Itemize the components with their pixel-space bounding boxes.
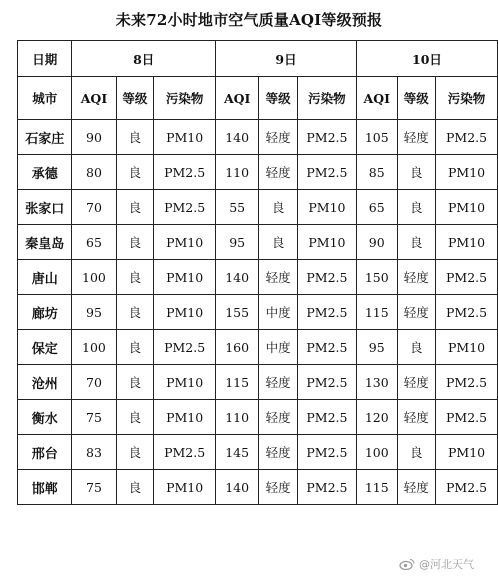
level-cell: 轻度	[397, 400, 436, 435]
aqi-cell: 65	[72, 225, 116, 260]
pollutant-cell: PM2.5	[436, 260, 498, 295]
aqi-cell: 90	[72, 120, 116, 155]
col-level: 等级	[259, 77, 298, 120]
aqi-cell: 90	[356, 225, 397, 260]
level-cell: 轻度	[397, 295, 436, 330]
level-cell: 良	[116, 330, 154, 365]
city-cell: 保定	[18, 330, 72, 365]
watermark-text: @河北天气	[419, 558, 474, 571]
aqi-cell: 95	[356, 330, 397, 365]
pollutant-cell: PM2.5	[436, 365, 498, 400]
level-cell: 良	[397, 190, 436, 225]
city-label: 城市	[18, 77, 72, 120]
aqi-cell: 160	[216, 330, 259, 365]
weibo-icon	[399, 558, 415, 570]
pollutant-cell: PM2.5	[436, 120, 498, 155]
level-cell: 轻度	[259, 470, 298, 505]
aqi-cell: 115	[216, 365, 259, 400]
aqi-cell: 140	[216, 120, 259, 155]
aqi-cell: 75	[72, 470, 116, 505]
city-cell: 张家口	[18, 190, 72, 225]
level-cell: 轻度	[397, 365, 436, 400]
col-level: 等级	[397, 77, 436, 120]
aqi-cell: 145	[216, 435, 259, 470]
pollutant-cell: PM2.5	[297, 155, 356, 190]
pollutant-cell: PM2.5	[154, 435, 216, 470]
pollutant-cell: PM10	[297, 225, 356, 260]
level-cell: 轻度	[259, 365, 298, 400]
pollutant-cell: PM2.5	[436, 400, 498, 435]
pollutant-cell: PM2.5	[297, 400, 356, 435]
table-row	[18, 190, 498, 225]
aqi-cell: 100	[72, 330, 116, 365]
level-cell: 轻度	[397, 120, 436, 155]
level-cell: 良	[116, 260, 154, 295]
pollutant-cell: PM10	[154, 295, 216, 330]
level-cell: 良	[397, 225, 436, 260]
city-cell: 唐山	[18, 260, 72, 295]
col-level: 等级	[116, 77, 154, 120]
city-cell: 石家庄	[18, 120, 72, 155]
aqi-cell: 55	[216, 190, 259, 225]
page-title: 未来72小时地市空气质量AQI等级预报	[115, 11, 383, 29]
table-row	[18, 155, 498, 190]
pollutant-cell: PM2.5	[436, 295, 498, 330]
col-pollutant: 污染物	[154, 77, 216, 120]
aqi-cell: 130	[356, 365, 397, 400]
city-cell: 承德	[18, 155, 72, 190]
level-cell: 轻度	[259, 260, 298, 295]
table-body	[18, 120, 498, 505]
level-cell: 轻度	[259, 435, 298, 470]
pollutant-cell: PM2.5	[436, 470, 498, 505]
city-cell: 廊坊	[18, 295, 72, 330]
col-aqi: AQI	[72, 77, 116, 120]
level-cell: 良	[116, 190, 154, 225]
pollutant-cell: PM2.5	[154, 330, 216, 365]
pollutant-cell: PM10	[154, 365, 216, 400]
level-cell: 良	[259, 190, 298, 225]
level-cell: 良	[397, 435, 436, 470]
level-cell: 良	[397, 330, 436, 365]
level-cell: 轻度	[259, 120, 298, 155]
day-header-8: 8日	[72, 41, 216, 77]
pollutant-cell: PM10	[436, 435, 498, 470]
pollutant-cell: PM10	[154, 400, 216, 435]
aqi-cell: 155	[216, 295, 259, 330]
aqi-cell: 105	[356, 120, 397, 155]
aqi-cell: 65	[356, 190, 397, 225]
level-cell: 中度	[259, 295, 298, 330]
aqi-cell: 140	[216, 260, 259, 295]
col-pollutant: 污染物	[436, 77, 498, 120]
table-row	[18, 435, 498, 470]
col-aqi: AQI	[356, 77, 397, 120]
pollutant-cell: PM10	[436, 225, 498, 260]
table-row	[18, 260, 498, 295]
pollutant-cell: PM10	[436, 190, 498, 225]
pollutant-cell: PM2.5	[154, 155, 216, 190]
aqi-cell: 140	[216, 470, 259, 505]
aqi-cell: 100	[356, 435, 397, 470]
pollutant-cell: PM10	[436, 330, 498, 365]
level-cell: 良	[116, 365, 154, 400]
pollutant-cell: PM2.5	[297, 470, 356, 505]
header-row-dates	[18, 41, 498, 77]
aqi-cell: 115	[356, 295, 397, 330]
city-cell: 衡水	[18, 400, 72, 435]
aqi-cell: 80	[72, 155, 116, 190]
level-cell: 中度	[259, 330, 298, 365]
watermark	[399, 556, 474, 572]
level-cell: 良	[116, 295, 154, 330]
city-cell: 沧州	[18, 365, 72, 400]
aqi-cell: 95	[72, 295, 116, 330]
aqi-cell: 70	[72, 365, 116, 400]
header-row-columns	[18, 77, 498, 120]
col-pollutant: 污染物	[297, 77, 356, 120]
aqi-cell: 110	[216, 400, 259, 435]
col-aqi: AQI	[216, 77, 259, 120]
pollutant-cell: PM2.5	[297, 330, 356, 365]
aqi-cell: 120	[356, 400, 397, 435]
pollutant-cell: PM2.5	[297, 260, 356, 295]
aqi-cell: 70	[72, 190, 116, 225]
table-row	[18, 330, 498, 365]
pollutant-cell: PM10	[154, 120, 216, 155]
level-cell: 良	[116, 470, 154, 505]
level-cell: 轻度	[259, 400, 298, 435]
aqi-forecast-table	[17, 40, 498, 505]
pollutant-cell: PM2.5	[297, 295, 356, 330]
aqi-cell: 110	[216, 155, 259, 190]
aqi-cell: 100	[72, 260, 116, 295]
city-cell: 秦皇岛	[18, 225, 72, 260]
level-cell: 良	[397, 155, 436, 190]
level-cell: 轻度	[397, 260, 436, 295]
level-cell: 良	[116, 120, 154, 155]
table-row	[18, 120, 498, 155]
aqi-cell: 115	[356, 470, 397, 505]
pollutant-cell: PM2.5	[297, 435, 356, 470]
level-cell: 良	[116, 400, 154, 435]
table-row	[18, 225, 498, 260]
pollutant-cell: PM2.5	[154, 190, 216, 225]
aqi-cell: 85	[356, 155, 397, 190]
city-cell: 邢台	[18, 435, 72, 470]
level-cell: 良	[116, 225, 154, 260]
pollutant-cell: PM10	[154, 225, 216, 260]
level-cell: 良	[116, 155, 154, 190]
aqi-cell: 83	[72, 435, 116, 470]
level-cell: 轻度	[397, 470, 436, 505]
level-cell: 轻度	[259, 155, 298, 190]
pollutant-cell: PM2.5	[297, 120, 356, 155]
table-row	[18, 295, 498, 330]
level-cell: 良	[116, 435, 154, 470]
aqi-cell: 95	[216, 225, 259, 260]
table-row	[18, 470, 498, 505]
aqi-cell: 75	[72, 400, 116, 435]
table-row	[18, 400, 498, 435]
table-row	[18, 365, 498, 400]
pollutant-cell: PM10	[297, 190, 356, 225]
pollutant-cell: PM10	[154, 260, 216, 295]
pollutant-cell: PM10	[436, 155, 498, 190]
day-header-10: 10日	[356, 41, 497, 77]
aqi-cell: 150	[356, 260, 397, 295]
pollutant-cell: PM2.5	[297, 365, 356, 400]
date-label: 日期	[18, 41, 72, 77]
level-cell: 良	[259, 225, 298, 260]
pollutant-cell: PM10	[154, 470, 216, 505]
city-cell: 邯郸	[18, 470, 72, 505]
day-header-9: 9日	[216, 41, 357, 77]
